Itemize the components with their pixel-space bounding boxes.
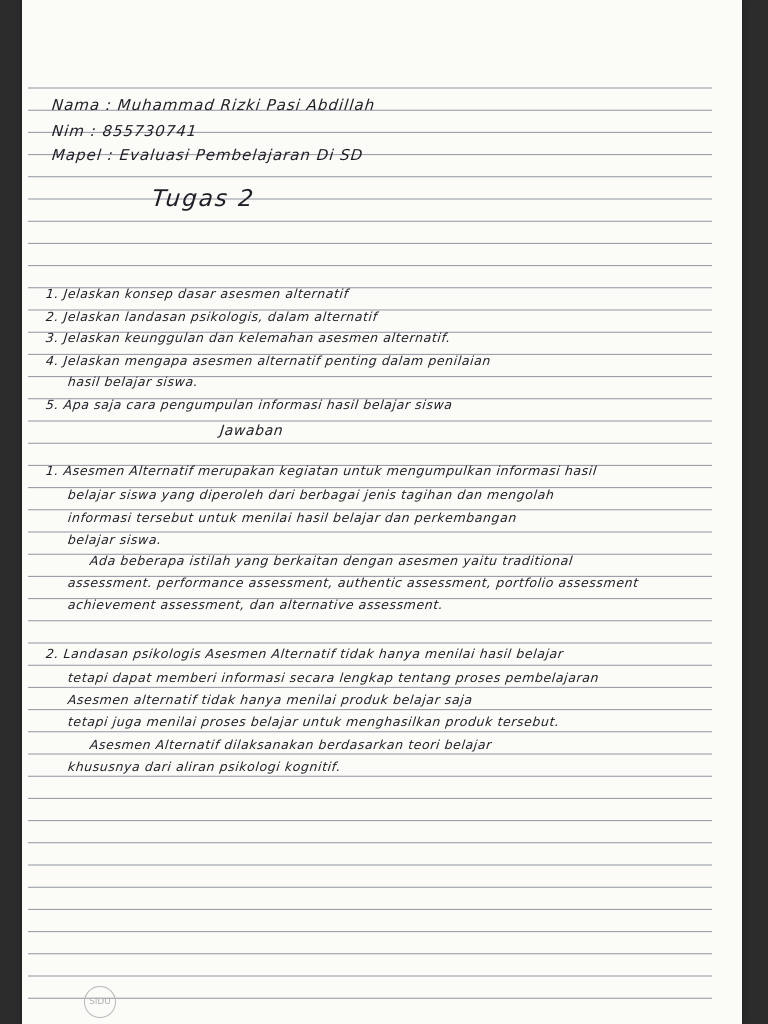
student-name: Nama : Muhammad Rizki Pasi Abdillah <box>51 96 377 114</box>
page-title: Tugas 2 <box>150 186 257 212</box>
question-4: 4. Jelaskan mengapa asesmen alternatif penting dalam penilaian <box>45 353 492 368</box>
publisher-logo: SiDU <box>84 986 116 1018</box>
answer-line: achievement assessment, dan alternative assessment. <box>67 597 445 612</box>
answer-line: khususnya dari aliran psikologi kognitif. <box>67 759 342 774</box>
question-1: 1. Jelaskan konsep dasar asesmen alternatif <box>45 286 350 301</box>
answer-line: assessment. performance assessment, authentic assessment, portfolio assessment <box>67 575 640 590</box>
answer-line: Asesmen alternatif tidak hanya menilai produk belajar saja <box>67 692 474 707</box>
question-2: 2. Jelaskan landasan psikologis, dalam alternatif <box>45 309 379 324</box>
answer-line: belajar siswa. <box>67 532 163 547</box>
subject: Mapel : Evaluasi Pembelajaran Di SD <box>51 146 365 164</box>
answer-line: 1. Asesmen Alternatif merupakan kegiatan untuk mengumpulkan informasi hasil <box>45 463 598 478</box>
question-4-continued: hasil belajar siswa. <box>67 374 200 389</box>
question-3: 3. Jelaskan keunggulan dan kelemahan asesmen alternatif. <box>45 330 452 345</box>
answer-line: belajar siswa yang diperoleh dari berbagai jenis tagihan dan mengolah <box>67 487 556 502</box>
answer-line: informasi tersebut untuk menilai hasil belajar dan perkembangan <box>67 510 518 525</box>
answer-line: tetapi juga menilai proses belajar untuk menghasilkan produk tersebut. <box>67 714 561 729</box>
answer-line: Asesmen Alternatif dilaksanakan berdasarkan teori belajar <box>89 737 493 752</box>
notebook-page <box>22 0 742 1024</box>
student-nim: Nim : 855730741 <box>51 122 199 140</box>
answer-line: Ada beberapa istilah yang berkaitan dengan asesmen yaitu traditional <box>89 553 574 568</box>
answer-line: 2. Landasan psikologis Asesmen Alternatif tidak hanya menilai hasil belajar <box>45 646 565 661</box>
question-5: 5. Apa saja cara pengumpulan informasi hasil belajar siswa <box>45 397 454 412</box>
answer-line: tetapi dapat memberi informasi secara lengkap tentang proses pembelajaran <box>67 670 600 685</box>
answers-heading: Jawaban <box>219 423 285 439</box>
